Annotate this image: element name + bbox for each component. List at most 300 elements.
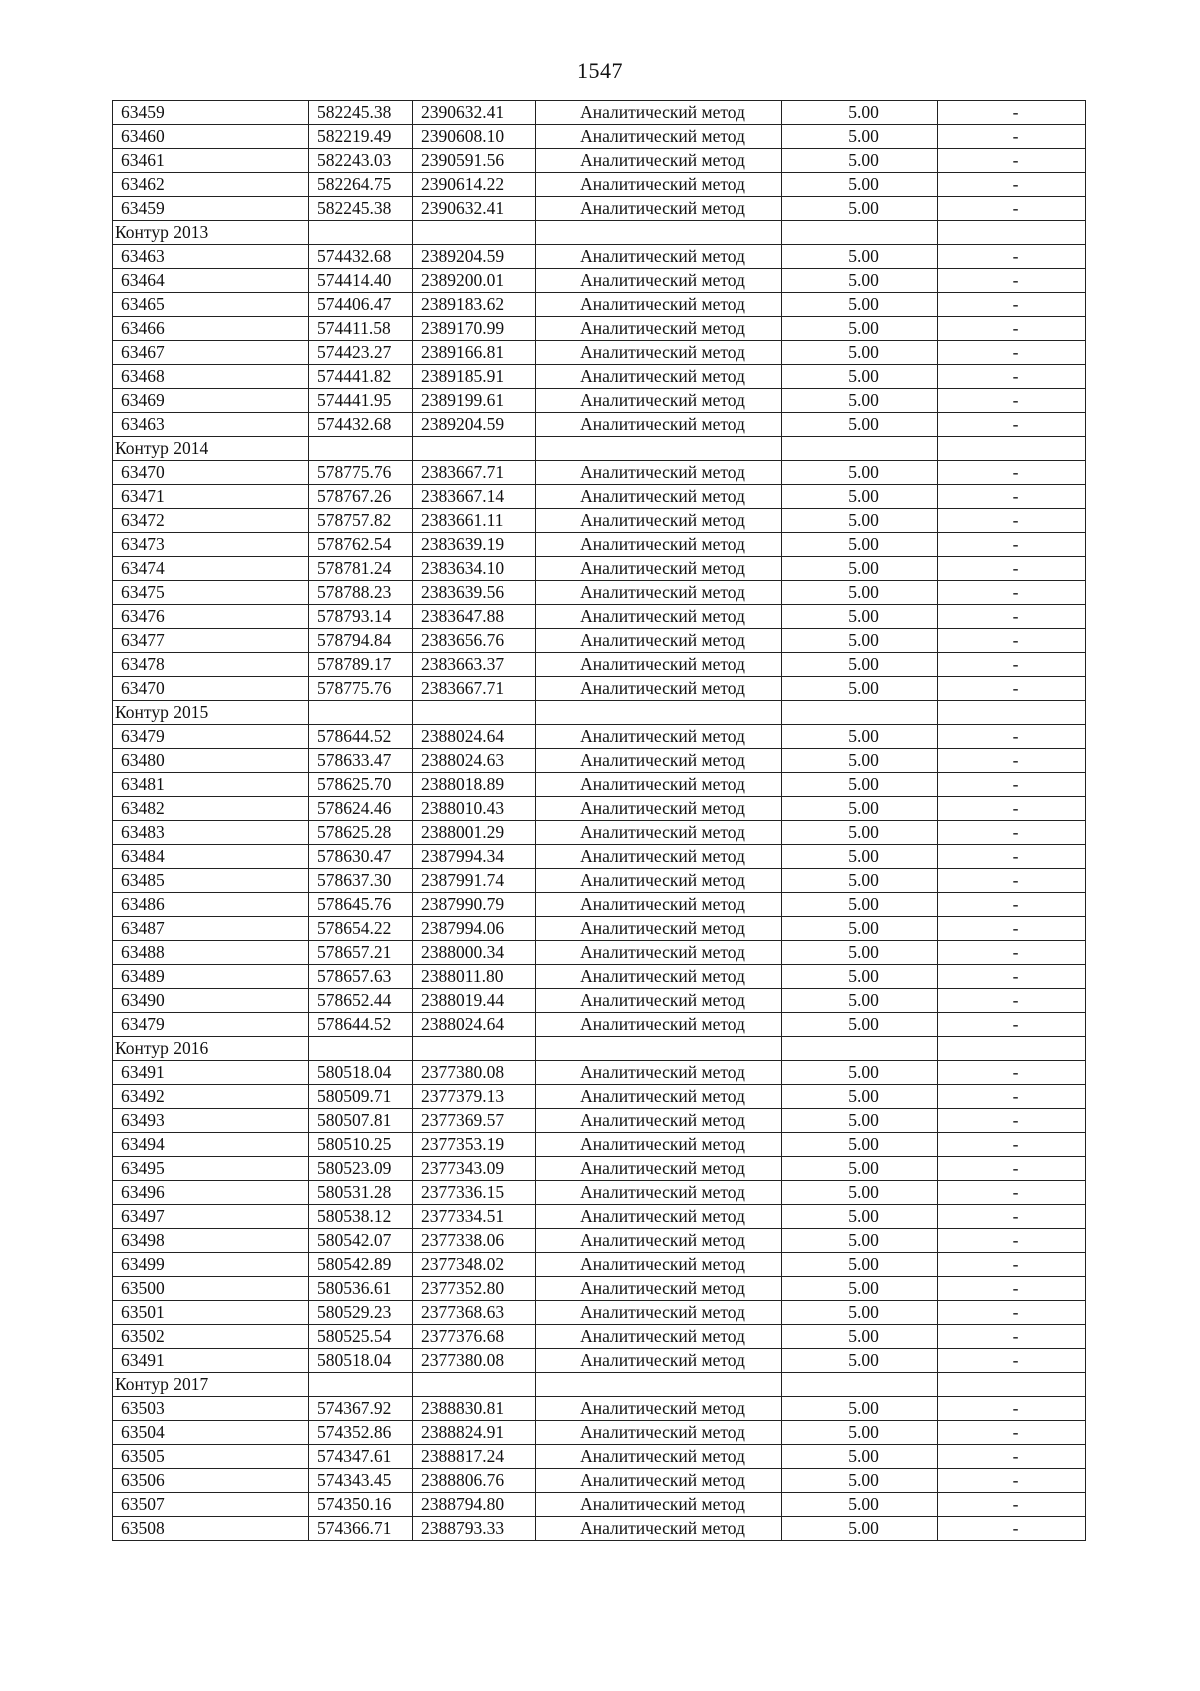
method-cell: Аналитический метод — [536, 797, 782, 821]
accuracy-cell: 5.00 — [782, 581, 938, 605]
accuracy-cell: 5.00 — [782, 413, 938, 437]
table-row — [113, 1085, 1086, 1109]
note-cell: - — [938, 509, 1086, 533]
method-cell: Аналитический метод — [536, 1445, 782, 1469]
accuracy-cell: 5.00 — [782, 101, 938, 125]
empty-cell — [938, 221, 1086, 245]
y-coordinate-cell: 2390632.41 — [413, 101, 536, 125]
note-cell: - — [938, 677, 1086, 701]
accuracy-cell: 5.00 — [782, 1253, 938, 1277]
point-id-cell: 63471 — [113, 485, 309, 509]
note-cell: - — [938, 341, 1086, 365]
accuracy-cell: 5.00 — [782, 1061, 938, 1085]
method-cell: Аналитический метод — [536, 1181, 782, 1205]
point-id-cell: 63479 — [113, 1013, 309, 1037]
method-cell: Аналитический метод — [536, 1469, 782, 1493]
note-cell: - — [938, 653, 1086, 677]
accuracy-cell: 5.00 — [782, 557, 938, 581]
note-cell: - — [938, 1109, 1086, 1133]
note-cell: - — [938, 389, 1086, 413]
point-id-cell: 63502 — [113, 1325, 309, 1349]
point-id-cell: 63483 — [113, 821, 309, 845]
point-id-cell: 63474 — [113, 557, 309, 581]
accuracy-cell: 5.00 — [782, 821, 938, 845]
accuracy-cell: 5.00 — [782, 1085, 938, 1109]
table-row — [113, 317, 1086, 341]
accuracy-cell: 5.00 — [782, 1133, 938, 1157]
accuracy-cell: 5.00 — [782, 677, 938, 701]
empty-cell — [938, 1037, 1086, 1061]
note-cell: - — [938, 461, 1086, 485]
method-cell: Аналитический метод — [536, 1013, 782, 1037]
y-coordinate-cell: 2383663.37 — [413, 653, 536, 677]
x-coordinate-cell: 578652.44 — [309, 989, 413, 1013]
accuracy-cell: 5.00 — [782, 941, 938, 965]
y-coordinate-cell: 2388024.63 — [413, 749, 536, 773]
method-cell: Аналитический метод — [536, 989, 782, 1013]
table-row — [113, 1181, 1086, 1205]
empty-cell — [413, 701, 536, 725]
empty-cell — [413, 1037, 536, 1061]
contour-label: Контур 2016 — [113, 1037, 309, 1061]
empty-cell — [309, 1037, 413, 1061]
note-cell: - — [938, 629, 1086, 653]
point-id-cell: 63489 — [113, 965, 309, 989]
note-cell: - — [938, 1421, 1086, 1445]
note-cell: - — [938, 197, 1086, 221]
point-id-cell: 63467 — [113, 341, 309, 365]
accuracy-cell: 5.00 — [782, 1229, 938, 1253]
point-id-cell: 63465 — [113, 293, 309, 317]
empty-cell — [309, 1373, 413, 1397]
table-row — [113, 1277, 1086, 1301]
table-row — [113, 941, 1086, 965]
empty-cell — [938, 1373, 1086, 1397]
method-cell: Аналитический метод — [536, 653, 782, 677]
method-cell: Аналитический метод — [536, 1325, 782, 1349]
x-coordinate-cell: 574350.16 — [309, 1493, 413, 1517]
point-id-cell: 63472 — [113, 509, 309, 533]
point-id-cell: 63473 — [113, 533, 309, 557]
x-coordinate-cell: 578644.52 — [309, 725, 413, 749]
y-coordinate-cell: 2388806.76 — [413, 1469, 536, 1493]
point-id-cell: 63482 — [113, 797, 309, 821]
accuracy-cell: 5.00 — [782, 917, 938, 941]
x-coordinate-cell: 574406.47 — [309, 293, 413, 317]
table-row — [113, 1349, 1086, 1373]
note-cell: - — [938, 317, 1086, 341]
y-coordinate-cell: 2387991.74 — [413, 869, 536, 893]
point-id-cell: 63495 — [113, 1157, 309, 1181]
note-cell: - — [938, 1013, 1086, 1037]
table-row — [113, 821, 1086, 845]
x-coordinate-cell: 578654.22 — [309, 917, 413, 941]
table-row — [113, 1013, 1086, 1037]
x-coordinate-cell: 578775.76 — [309, 461, 413, 485]
accuracy-cell: 5.00 — [782, 1421, 938, 1445]
y-coordinate-cell: 2377338.06 — [413, 1229, 536, 1253]
method-cell: Аналитический метод — [536, 677, 782, 701]
contour-header-row — [113, 221, 1086, 245]
method-cell: Аналитический метод — [536, 1229, 782, 1253]
table-row — [113, 845, 1086, 869]
y-coordinate-cell: 2377343.09 — [413, 1157, 536, 1181]
y-coordinate-cell: 2390632.41 — [413, 197, 536, 221]
x-coordinate-cell: 578781.24 — [309, 557, 413, 581]
table-row — [113, 749, 1086, 773]
table-row — [113, 413, 1086, 437]
table-row — [113, 197, 1086, 221]
y-coordinate-cell: 2377380.08 — [413, 1061, 536, 1085]
note-cell: - — [938, 581, 1086, 605]
y-coordinate-cell: 2388824.91 — [413, 1421, 536, 1445]
table-row — [113, 533, 1086, 557]
note-cell: - — [938, 1445, 1086, 1469]
point-id-cell: 63497 — [113, 1205, 309, 1229]
point-id-cell: 63498 — [113, 1229, 309, 1253]
accuracy-cell: 5.00 — [782, 1205, 938, 1229]
method-cell: Аналитический метод — [536, 533, 782, 557]
point-id-cell: 63490 — [113, 989, 309, 1013]
table-row — [113, 293, 1086, 317]
x-coordinate-cell: 580518.04 — [309, 1061, 413, 1085]
table-row — [113, 1325, 1086, 1349]
y-coordinate-cell: 2389185.91 — [413, 365, 536, 389]
note-cell: - — [938, 269, 1086, 293]
note-cell: - — [938, 1133, 1086, 1157]
method-cell: Аналитический метод — [536, 749, 782, 773]
y-coordinate-cell: 2388001.29 — [413, 821, 536, 845]
y-coordinate-cell: 2383667.14 — [413, 485, 536, 509]
x-coordinate-cell: 578793.14 — [309, 605, 413, 629]
method-cell: Аналитический метод — [536, 125, 782, 149]
x-coordinate-cell: 578762.54 — [309, 533, 413, 557]
note-cell: - — [938, 797, 1086, 821]
x-coordinate-cell: 574347.61 — [309, 1445, 413, 1469]
contour-header-row — [113, 1037, 1086, 1061]
method-cell: Аналитический метод — [536, 869, 782, 893]
x-coordinate-cell: 580542.07 — [309, 1229, 413, 1253]
note-cell: - — [938, 1253, 1086, 1277]
point-id-cell: 63479 — [113, 725, 309, 749]
point-id-cell: 63500 — [113, 1277, 309, 1301]
x-coordinate-cell: 580542.89 — [309, 1253, 413, 1277]
note-cell: - — [938, 365, 1086, 389]
note-cell: - — [938, 149, 1086, 173]
note-cell: - — [938, 125, 1086, 149]
x-coordinate-cell: 574343.45 — [309, 1469, 413, 1493]
empty-cell — [536, 701, 782, 725]
table-row — [113, 1157, 1086, 1181]
y-coordinate-cell: 2388024.64 — [413, 1013, 536, 1037]
accuracy-cell: 5.00 — [782, 533, 938, 557]
x-coordinate-cell: 578645.76 — [309, 893, 413, 917]
method-cell: Аналитический метод — [536, 1157, 782, 1181]
method-cell: Аналитический метод — [536, 821, 782, 845]
contour-label: Контур 2013 — [113, 221, 309, 245]
point-id-cell: 63477 — [113, 629, 309, 653]
table-row — [113, 485, 1086, 509]
accuracy-cell: 5.00 — [782, 245, 938, 269]
y-coordinate-cell: 2389170.99 — [413, 317, 536, 341]
x-coordinate-cell: 574432.68 — [309, 245, 413, 269]
x-coordinate-cell: 580507.81 — [309, 1109, 413, 1133]
y-coordinate-cell: 2388024.64 — [413, 725, 536, 749]
table-row — [113, 509, 1086, 533]
accuracy-cell: 5.00 — [782, 461, 938, 485]
accuracy-cell: 5.00 — [782, 1517, 938, 1541]
y-coordinate-cell: 2390614.22 — [413, 173, 536, 197]
accuracy-cell: 5.00 — [782, 1469, 938, 1493]
method-cell: Аналитический метод — [536, 485, 782, 509]
point-id-cell: 63460 — [113, 125, 309, 149]
table-row — [113, 125, 1086, 149]
y-coordinate-cell: 2377336.15 — [413, 1181, 536, 1205]
y-coordinate-cell: 2383634.10 — [413, 557, 536, 581]
method-cell: Аналитический метод — [536, 1301, 782, 1325]
note-cell: - — [938, 941, 1086, 965]
empty-cell — [413, 221, 536, 245]
x-coordinate-cell: 582245.38 — [309, 101, 413, 125]
point-id-cell: 63487 — [113, 917, 309, 941]
contour-label: Контур 2014 — [113, 437, 309, 461]
y-coordinate-cell: 2383667.71 — [413, 461, 536, 485]
method-cell: Аналитический метод — [536, 173, 782, 197]
point-id-cell: 63496 — [113, 1181, 309, 1205]
accuracy-cell: 5.00 — [782, 341, 938, 365]
x-coordinate-cell: 574423.27 — [309, 341, 413, 365]
table-row — [113, 605, 1086, 629]
note-cell: - — [938, 1085, 1086, 1109]
point-id-cell: 63488 — [113, 941, 309, 965]
method-cell: Аналитический метод — [536, 1133, 782, 1157]
y-coordinate-cell: 2383639.19 — [413, 533, 536, 557]
table-row — [113, 893, 1086, 917]
table-row — [113, 1205, 1086, 1229]
y-coordinate-cell: 2377376.68 — [413, 1325, 536, 1349]
note-cell: - — [938, 1493, 1086, 1517]
table-row — [113, 365, 1086, 389]
x-coordinate-cell: 578794.84 — [309, 629, 413, 653]
empty-cell — [782, 1373, 938, 1397]
point-id-cell: 63501 — [113, 1301, 309, 1325]
method-cell: Аналитический метод — [536, 1253, 782, 1277]
point-id-cell: 63475 — [113, 581, 309, 605]
method-cell: Аналитический метод — [536, 461, 782, 485]
accuracy-cell: 5.00 — [782, 125, 938, 149]
point-id-cell: 63486 — [113, 893, 309, 917]
point-id-cell: 63507 — [113, 1493, 309, 1517]
y-coordinate-cell: 2387990.79 — [413, 893, 536, 917]
note-cell: - — [938, 965, 1086, 989]
accuracy-cell: 5.00 — [782, 965, 938, 989]
y-coordinate-cell: 2388830.81 — [413, 1397, 536, 1421]
empty-cell — [413, 437, 536, 461]
table-row — [113, 1397, 1086, 1421]
note-cell: - — [938, 1205, 1086, 1229]
accuracy-cell: 5.00 — [782, 1157, 938, 1181]
note-cell: - — [938, 1349, 1086, 1373]
y-coordinate-cell: 2383647.88 — [413, 605, 536, 629]
accuracy-cell: 5.00 — [782, 725, 938, 749]
x-coordinate-cell: 578757.82 — [309, 509, 413, 533]
y-coordinate-cell: 2389183.62 — [413, 293, 536, 317]
x-coordinate-cell: 580525.54 — [309, 1325, 413, 1349]
point-id-cell: 63481 — [113, 773, 309, 797]
y-coordinate-cell: 2389204.59 — [413, 245, 536, 269]
table-row — [113, 101, 1086, 125]
y-coordinate-cell: 2377353.19 — [413, 1133, 536, 1157]
x-coordinate-cell: 580529.23 — [309, 1301, 413, 1325]
note-cell: - — [938, 1397, 1086, 1421]
note-cell: - — [938, 869, 1086, 893]
x-coordinate-cell: 578789.17 — [309, 653, 413, 677]
method-cell: Аналитический метод — [536, 317, 782, 341]
y-coordinate-cell: 2387994.06 — [413, 917, 536, 941]
table-row — [113, 917, 1086, 941]
method-cell: Аналитический метод — [536, 965, 782, 989]
point-id-cell: 63463 — [113, 245, 309, 269]
x-coordinate-cell: 574411.58 — [309, 317, 413, 341]
x-coordinate-cell: 578657.21 — [309, 941, 413, 965]
accuracy-cell: 5.00 — [782, 485, 938, 509]
point-id-cell: 63468 — [113, 365, 309, 389]
point-id-cell: 63506 — [113, 1469, 309, 1493]
point-id-cell: 63461 — [113, 149, 309, 173]
accuracy-cell: 5.00 — [782, 149, 938, 173]
x-coordinate-cell: 578644.52 — [309, 1013, 413, 1037]
x-coordinate-cell: 574352.86 — [309, 1421, 413, 1445]
y-coordinate-cell: 2383667.71 — [413, 677, 536, 701]
accuracy-cell: 5.00 — [782, 1277, 938, 1301]
table-row — [113, 1421, 1086, 1445]
x-coordinate-cell: 580509.71 — [309, 1085, 413, 1109]
method-cell: Аналитический метод — [536, 917, 782, 941]
x-coordinate-cell: 578775.76 — [309, 677, 413, 701]
table-row — [113, 461, 1086, 485]
empty-cell — [782, 701, 938, 725]
table-row — [113, 1517, 1086, 1541]
method-cell: Аналитический метод — [536, 1397, 782, 1421]
note-cell: - — [938, 1325, 1086, 1349]
empty-cell — [536, 437, 782, 461]
table-row — [113, 1229, 1086, 1253]
point-id-cell: 63508 — [113, 1517, 309, 1541]
method-cell: Аналитический метод — [536, 245, 782, 269]
y-coordinate-cell: 2383639.56 — [413, 581, 536, 605]
table-row — [113, 989, 1086, 1013]
point-id-cell: 63476 — [113, 605, 309, 629]
accuracy-cell: 5.00 — [782, 1013, 938, 1037]
x-coordinate-cell: 578637.30 — [309, 869, 413, 893]
table-row — [113, 869, 1086, 893]
empty-cell — [536, 1373, 782, 1397]
note-cell: - — [938, 101, 1086, 125]
method-cell: Аналитический метод — [536, 893, 782, 917]
method-cell: Аналитический метод — [536, 629, 782, 653]
y-coordinate-cell: 2388000.34 — [413, 941, 536, 965]
contour-label: Контур 2015 — [113, 701, 309, 725]
x-coordinate-cell: 578788.23 — [309, 581, 413, 605]
table-row — [113, 1445, 1086, 1469]
point-id-cell: 63478 — [113, 653, 309, 677]
accuracy-cell: 5.00 — [782, 1181, 938, 1205]
table-row — [113, 773, 1086, 797]
empty-cell — [309, 221, 413, 245]
point-id-cell: 63485 — [113, 869, 309, 893]
y-coordinate-cell: 2389204.59 — [413, 413, 536, 437]
method-cell: Аналитический метод — [536, 1109, 782, 1133]
point-id-cell: 63491 — [113, 1061, 309, 1085]
table-row — [113, 341, 1086, 365]
y-coordinate-cell: 2389200.01 — [413, 269, 536, 293]
accuracy-cell: 5.00 — [782, 1325, 938, 1349]
note-cell: - — [938, 485, 1086, 509]
method-cell: Аналитический метод — [536, 1085, 782, 1109]
note-cell: - — [938, 893, 1086, 917]
empty-cell — [782, 1037, 938, 1061]
empty-cell — [536, 221, 782, 245]
note-cell: - — [938, 533, 1086, 557]
method-cell: Аналитический метод — [536, 1205, 782, 1229]
x-coordinate-cell: 578625.70 — [309, 773, 413, 797]
note-cell: - — [938, 1301, 1086, 1325]
note-cell: - — [938, 749, 1086, 773]
point-id-cell: 63459 — [113, 197, 309, 221]
accuracy-cell: 5.00 — [782, 797, 938, 821]
note-cell: - — [938, 845, 1086, 869]
y-coordinate-cell: 2377380.08 — [413, 1349, 536, 1373]
point-id-cell: 63494 — [113, 1133, 309, 1157]
x-coordinate-cell: 574441.95 — [309, 389, 413, 413]
method-cell: Аналитический метод — [536, 773, 782, 797]
x-coordinate-cell: 578624.46 — [309, 797, 413, 821]
method-cell: Аналитический метод — [536, 413, 782, 437]
method-cell: Аналитический метод — [536, 1349, 782, 1373]
point-id-cell: 63464 — [113, 269, 309, 293]
table-row — [113, 557, 1086, 581]
table-row — [113, 245, 1086, 269]
y-coordinate-cell: 2387994.34 — [413, 845, 536, 869]
note-cell: - — [938, 557, 1086, 581]
method-cell: Аналитический метод — [536, 1421, 782, 1445]
point-id-cell: 63492 — [113, 1085, 309, 1109]
method-cell: Аналитический метод — [536, 605, 782, 629]
note-cell: - — [938, 1157, 1086, 1181]
x-coordinate-cell: 578767.26 — [309, 485, 413, 509]
note-cell: - — [938, 1277, 1086, 1301]
table-row — [113, 677, 1086, 701]
method-cell: Аналитический метод — [536, 581, 782, 605]
method-cell: Аналитический метод — [536, 293, 782, 317]
x-coordinate-cell: 578625.28 — [309, 821, 413, 845]
table-row — [113, 173, 1086, 197]
point-id-cell: 63470 — [113, 461, 309, 485]
x-coordinate-cell: 580536.61 — [309, 1277, 413, 1301]
x-coordinate-cell: 582264.75 — [309, 173, 413, 197]
x-coordinate-cell: 582243.03 — [309, 149, 413, 173]
x-coordinate-cell: 580538.12 — [309, 1205, 413, 1229]
table-row — [113, 149, 1086, 173]
accuracy-cell: 5.00 — [782, 653, 938, 677]
x-coordinate-cell: 578633.47 — [309, 749, 413, 773]
y-coordinate-cell: 2388794.80 — [413, 1493, 536, 1517]
method-cell: Аналитический метод — [536, 341, 782, 365]
note-cell: - — [938, 989, 1086, 1013]
method-cell: Аналитический метод — [536, 1061, 782, 1085]
table-row — [113, 1493, 1086, 1517]
x-coordinate-cell: 574366.71 — [309, 1517, 413, 1541]
